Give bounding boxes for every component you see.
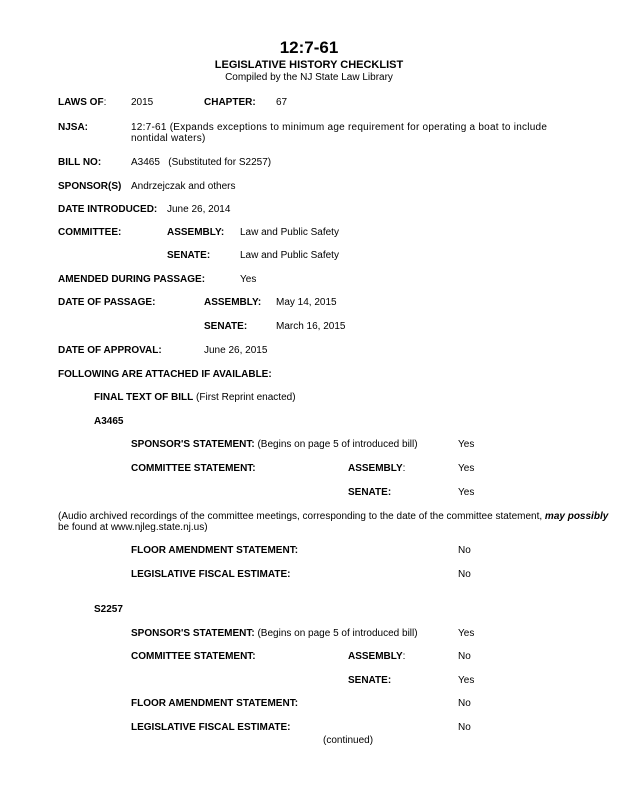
s2257-fiscal-label: LEGISLATIVE FISCAL ESTIMATE: bbox=[131, 722, 291, 733]
a3465-sponsor-note: (Begins on page 5 of introduced bill) bbox=[257, 439, 418, 450]
date-of-approval-value: June 26, 2015 bbox=[204, 345, 268, 356]
date-introduced-label: DATE INTRODUCED: bbox=[58, 204, 158, 215]
committee-assembly-value: Law and Public Safety bbox=[240, 227, 339, 238]
attached-heading: FOLLOWING ARE ATTACHED IF AVAILABLE: bbox=[58, 369, 272, 380]
continued-note: (continued) bbox=[323, 735, 374, 746]
bill-no-value: A3465 (Substituted for S2257) bbox=[131, 157, 272, 168]
chapter-value: 67 bbox=[276, 97, 288, 108]
committee-label: COMMITTEE: bbox=[58, 227, 122, 238]
s2257-senate-label: SENATE: bbox=[348, 675, 392, 686]
a3465-senate-label: SENATE: bbox=[348, 487, 392, 498]
final-text-label: FINAL TEXT OF BILL bbox=[94, 392, 194, 403]
a3465-assembly-value: Yes bbox=[458, 463, 475, 474]
committee-assembly-label: ASSEMBLY: bbox=[167, 227, 225, 238]
s2257-fiscal-value: No bbox=[458, 722, 471, 733]
audio-note-line2: be found at www.njleg.state.nj.us) bbox=[58, 522, 208, 533]
laws-of-value: 2015 bbox=[131, 97, 154, 108]
njsa-description-line2: nontidal waters) bbox=[131, 133, 206, 144]
a3465-floor-value: No bbox=[458, 545, 471, 556]
s2257-floor-value: No bbox=[458, 698, 471, 709]
amended-value: Yes bbox=[240, 274, 257, 285]
s2257-senate-value: Yes bbox=[458, 675, 475, 686]
passage-assembly-value: May 14, 2015 bbox=[276, 297, 337, 308]
laws-of-label: LAWS OF bbox=[58, 97, 104, 108]
passage-senate-value: March 16, 2015 bbox=[276, 321, 346, 332]
a3465-floor-label: FLOOR AMENDMENT STATEMENT: bbox=[131, 545, 299, 556]
passage-assembly-label: ASSEMBLY: bbox=[204, 297, 262, 308]
s2257-assembly-value: No bbox=[458, 651, 471, 662]
audio-note-text: (Audio archived recordings of the committee meetings, corresponding to the date of the committee statement, bbox=[58, 511, 545, 522]
s2257-assembly-colon: : bbox=[402, 651, 406, 662]
chapter-label: CHAPTER: bbox=[204, 97, 256, 108]
date-of-passage-label: DATE OF PASSAGE: bbox=[58, 297, 156, 308]
a3465-committee-label: COMMITTEE STATEMENT: bbox=[131, 463, 256, 474]
laws-of-colon: : bbox=[103, 97, 107, 108]
njsa-label: NJSA: bbox=[58, 122, 89, 133]
final-text-note: (First Reprint enacted) bbox=[196, 392, 296, 403]
a3465-senate-value: Yes bbox=[458, 487, 475, 498]
a3465-sponsor-value: Yes bbox=[458, 439, 475, 450]
s2257-sponsor-line bbox=[131, 628, 418, 640]
s2257-sponsor-note: (Begins on page 5 of introduced bill) bbox=[257, 628, 418, 639]
page-subtitle: Compiled by the NJ State Law Library bbox=[225, 72, 393, 83]
a3465-assembly-colon: : bbox=[402, 463, 406, 474]
amended-label: AMENDED DURING PASSAGE: bbox=[58, 274, 206, 285]
committee-senate-value: Law and Public Safety bbox=[240, 250, 339, 261]
a3465-sponsor-label: SPONSOR'S STATEMENT: bbox=[131, 439, 255, 450]
a3465-fiscal-label: LEGISLATIVE FISCAL ESTIMATE: bbox=[131, 569, 291, 580]
s2257-assembly-label: ASSEMBLY bbox=[348, 651, 403, 662]
a3465-heading: A3465 bbox=[94, 416, 124, 427]
a3465-assembly-label-group bbox=[348, 463, 405, 475]
page-citation: 12:7-61 bbox=[279, 38, 339, 57]
sponsors-label: SPONSOR(S) bbox=[58, 181, 122, 192]
sponsors-value: Andrzejczak and others bbox=[131, 181, 236, 192]
s2257-heading: S2257 bbox=[94, 604, 123, 615]
s2257-floor-label: FLOOR AMENDMENT STATEMENT: bbox=[131, 698, 299, 709]
date-introduced-value: June 26, 2014 bbox=[167, 204, 231, 215]
laws-of-label-group bbox=[58, 97, 106, 109]
s2257-committee-label: COMMITTEE STATEMENT: bbox=[131, 651, 256, 662]
s2257-sponsor-value: Yes bbox=[458, 628, 475, 639]
final-text-line bbox=[94, 392, 296, 404]
s2257-assembly-label-group bbox=[348, 651, 405, 663]
njsa-description-line1: 12:7-61 (Expands exceptions to minimum age requirement for operating a boat to include bbox=[131, 122, 548, 133]
passage-senate-label: SENATE: bbox=[204, 321, 248, 332]
a3465-assembly-label: ASSEMBLY bbox=[348, 463, 403, 474]
date-of-approval-label: DATE OF APPROVAL: bbox=[58, 345, 162, 356]
s2257-sponsor-label: SPONSOR'S STATEMENT: bbox=[131, 628, 255, 639]
committee-senate-label: SENATE: bbox=[167, 250, 211, 261]
a3465-fiscal-value: No bbox=[458, 569, 471, 580]
a3465-sponsor-line bbox=[131, 439, 418, 451]
audio-note-emphasis: may possibly bbox=[544, 511, 609, 522]
page-title: LEGISLATIVE HISTORY CHECKLIST bbox=[214, 59, 404, 71]
bill-no-label: BILL NO: bbox=[58, 157, 102, 168]
